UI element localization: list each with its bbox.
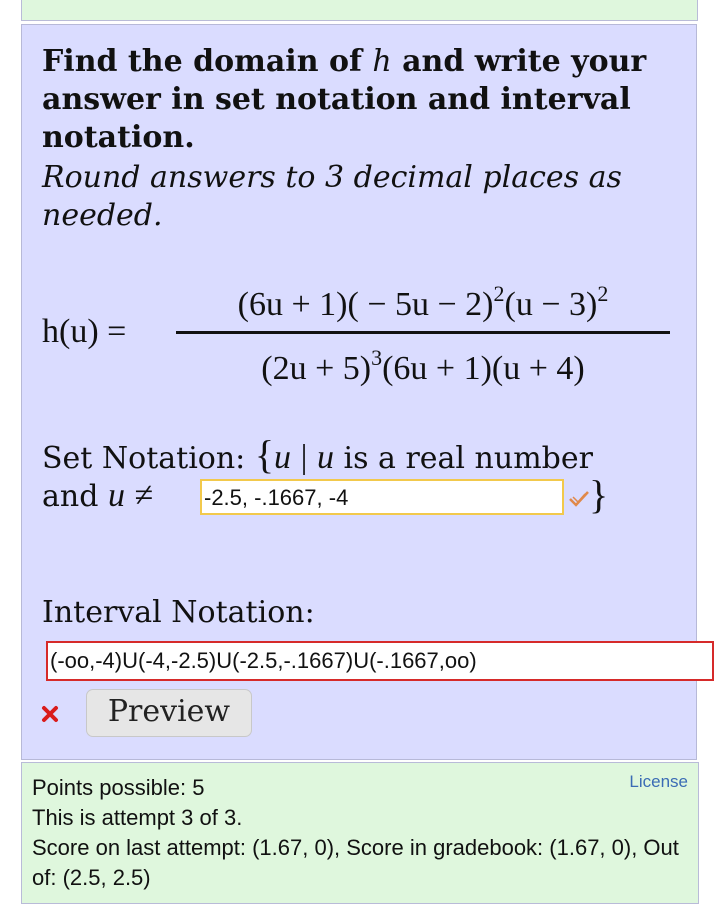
score-info	[32, 773, 682, 893]
attempt-count: This is attempt 3 of 3.	[32, 805, 243, 830]
points-possible: Points possible: 5	[32, 775, 205, 800]
previous-panel-edge	[21, 0, 698, 21]
formula-lhs: h(u) =	[42, 313, 127, 350]
score-panel	[21, 762, 699, 904]
interval-notation-input[interactable]: (-oo,-4)U(-4,-2.5)U(-2.5,-.1667)U(-.1667,oo)	[46, 641, 714, 681]
set-notation-line: Set Notation: {u | u is a real number	[42, 432, 593, 477]
excluded-values-input[interactable]: -2.5, -.1667, -4	[200, 479, 564, 515]
partial-correct-check-icon	[568, 489, 590, 509]
score-summary: Score on last attempt: (1.67, 0), Score in gradebook: (1.67, 0), Out of: (2.5, 2.5)	[32, 835, 679, 890]
set-notation-label: Set Notation:	[42, 441, 246, 476]
question-panel	[21, 24, 697, 760]
incorrect-x-icon	[41, 705, 59, 723]
preview-button[interactable]: Preview	[86, 689, 252, 737]
prompt-text-end: and write your answer in set notation and interval notation.	[42, 44, 647, 155]
formula-numerator: $(6u + 1)( - 5u - 2)^2(u - 3)^2$	[237, 281, 609, 323]
function-formula	[42, 275, 682, 395]
interval-notation-label: Interval Notation:	[42, 595, 315, 630]
prompt-text-start: Find the domain of	[42, 44, 373, 79]
rounding-instruction: Round answers to 3 decimal places as needed.	[42, 160, 622, 233]
set-notation-condition: and u ≠	[42, 477, 154, 514]
prompt-variable: h	[372, 44, 392, 79]
question-prompt	[42, 43, 672, 157]
formula-denominator: $(2u + 5)^3(6u + 1)(u + 4)$	[261, 345, 585, 387]
license-link[interactable]: License	[629, 772, 688, 791]
formula-fraction	[176, 275, 670, 395]
set-close-brace: }	[589, 472, 609, 517]
fraction-bar	[176, 331, 670, 334]
